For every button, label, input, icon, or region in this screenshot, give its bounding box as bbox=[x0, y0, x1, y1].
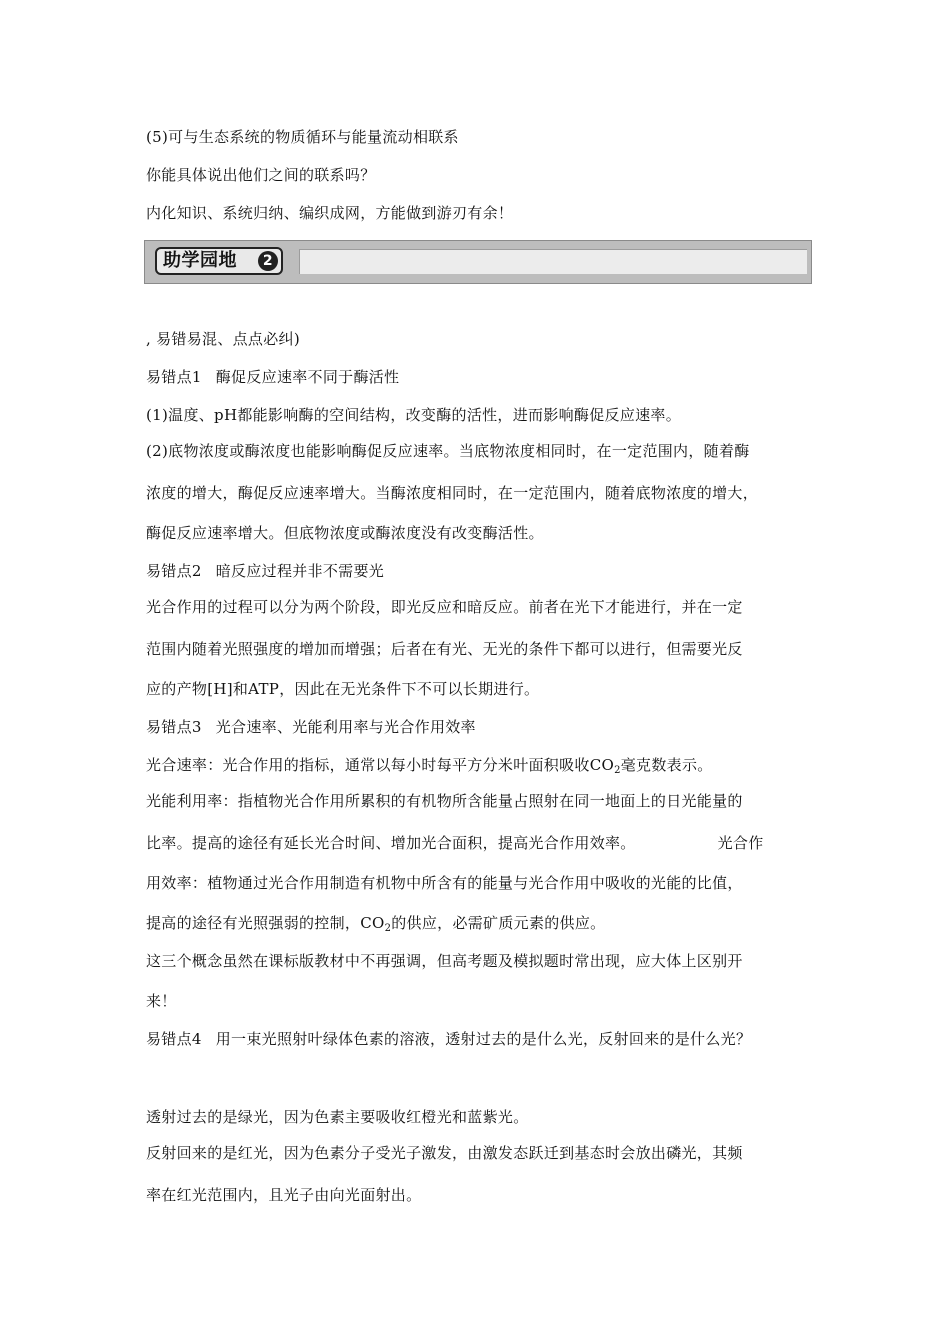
point-4-answer-1: 透射过去的是绿光，因为色素主要吸收红橙光和蓝紫光。 bbox=[146, 1108, 529, 1126]
point-1-heading: 酶促反应速率不同于酶活性 bbox=[215, 368, 400, 386]
point-3-line-5-tail: 的供应，必需矿质元素的供应。 bbox=[391, 914, 606, 932]
point-4-answer-2: 反射回来的是红光，因为色素分子受光子激发，由激发态跃迁到基态时会放出磷光，其频 bbox=[146, 1144, 743, 1162]
banner-badge bbox=[155, 247, 283, 275]
point-3-line-2: 光能利用率：指植物光合作用所累积的有机物所含能量占照射在同一地面上的日光能量的 bbox=[146, 792, 743, 810]
section-subtitle: , 易错易混、点点必纠) bbox=[146, 330, 300, 348]
banner-label: 助学园地 bbox=[163, 250, 237, 271]
point-3-line-5 bbox=[146, 914, 605, 932]
point-1-line-1: (1)温度、pH都能影响酶的空间结构，改变酶的活性，进而影响酶促反应速率。 bbox=[146, 406, 682, 424]
co2-subscript: 2 bbox=[384, 923, 392, 934]
point-4-title: 易错点4 bbox=[146, 1030, 202, 1048]
intro-line-2: 你能具体说出他们之间的联系吗？ bbox=[146, 166, 376, 184]
point-1-line-4: 酶促反应速率增大。但底物浓度或酶浓度没有改变酶活性。 bbox=[146, 524, 544, 542]
point-1-line-3: 浓度的增大，酶促反应速率增大。当酶浓度相同时，在一定范围内，随着底物浓度的增大， bbox=[146, 484, 759, 502]
point-3-line-3-text: 比率。提高的途径有延长光合时间、增加光合面积，提高光合作用效率。 bbox=[146, 834, 636, 852]
point-1-line-2: (2)底物浓度或酶浓度也能影响酶促反应速率。当底物浓度相同时，在一定范围内，随着酶 bbox=[146, 442, 750, 460]
point-4-title-line bbox=[146, 1030, 751, 1048]
point-1-title: 易错点1 bbox=[146, 368, 202, 386]
point-2-line-2: 范围内随着光照强度的增加而增强；后者在有光、无光的条件下都可以进行，但需要光反 bbox=[146, 640, 743, 658]
co2-subscript: 2 bbox=[614, 765, 621, 776]
point-3-line-5-text: 提高的途径有光照强弱的控制，CO bbox=[146, 914, 385, 932]
point-3-title: 易错点3 bbox=[146, 718, 202, 736]
point-3-line-6: 这三个概念虽然在课标版教材中不再强调，但高考题及模拟题时常出现，应大体上区别开 bbox=[146, 952, 743, 970]
section-banner bbox=[144, 240, 812, 284]
intro-line-3: 内化知识、系统归纳、编织成网，方能做到游刃有余！ bbox=[146, 204, 514, 222]
point-2-heading: 暗反应过程并非不需要光 bbox=[215, 562, 385, 580]
point-2-title-line bbox=[146, 562, 384, 580]
point-2-line-3: 应的产物[H]和ATP，因此在无光条件下不可以长期进行。 bbox=[146, 680, 540, 698]
point-2-title: 易错点2 bbox=[146, 562, 202, 580]
banner-field bbox=[299, 249, 807, 274]
banner-number-badge: 2 bbox=[258, 251, 278, 271]
point-3-line-1-text: 光合速率：光合作用的指标，通常以每小时每平方分米叶面积吸收CO bbox=[146, 756, 615, 774]
point-3-line-1-tail: 毫克数表示。 bbox=[620, 756, 713, 774]
point-3-line-3-tail: 光合作 bbox=[717, 834, 764, 852]
point-4-answer-3: 率在红光范围内，且光子由向光面射出。 bbox=[146, 1186, 422, 1204]
point-2-line-1: 光合作用的过程可以分为两个阶段，即光反应和暗反应。前者在光下才能进行，并在一定 bbox=[146, 598, 743, 616]
point-1-title-line bbox=[146, 368, 399, 386]
point-4-heading: 用一束光照射叶绿体色素的溶液，透射过去的是什么光，反射回来的是什么光？ bbox=[215, 1030, 752, 1048]
point-3-line-7: 来！ bbox=[146, 992, 177, 1010]
point-3-line-1 bbox=[146, 756, 713, 774]
point-3-line-4: 用效率：植物通过光合作用制造有机物中所含有的能量与光合作用中吸收的光能的比值， bbox=[146, 874, 743, 892]
point-3-heading: 光合速率、光能利用率与光合作用效率 bbox=[215, 718, 476, 736]
intro-line-1: (5)可与生态系统的物质循环与能量流动相联系 bbox=[146, 128, 459, 146]
point-3-title-line bbox=[146, 718, 476, 736]
point-3-line-3 bbox=[146, 834, 764, 852]
